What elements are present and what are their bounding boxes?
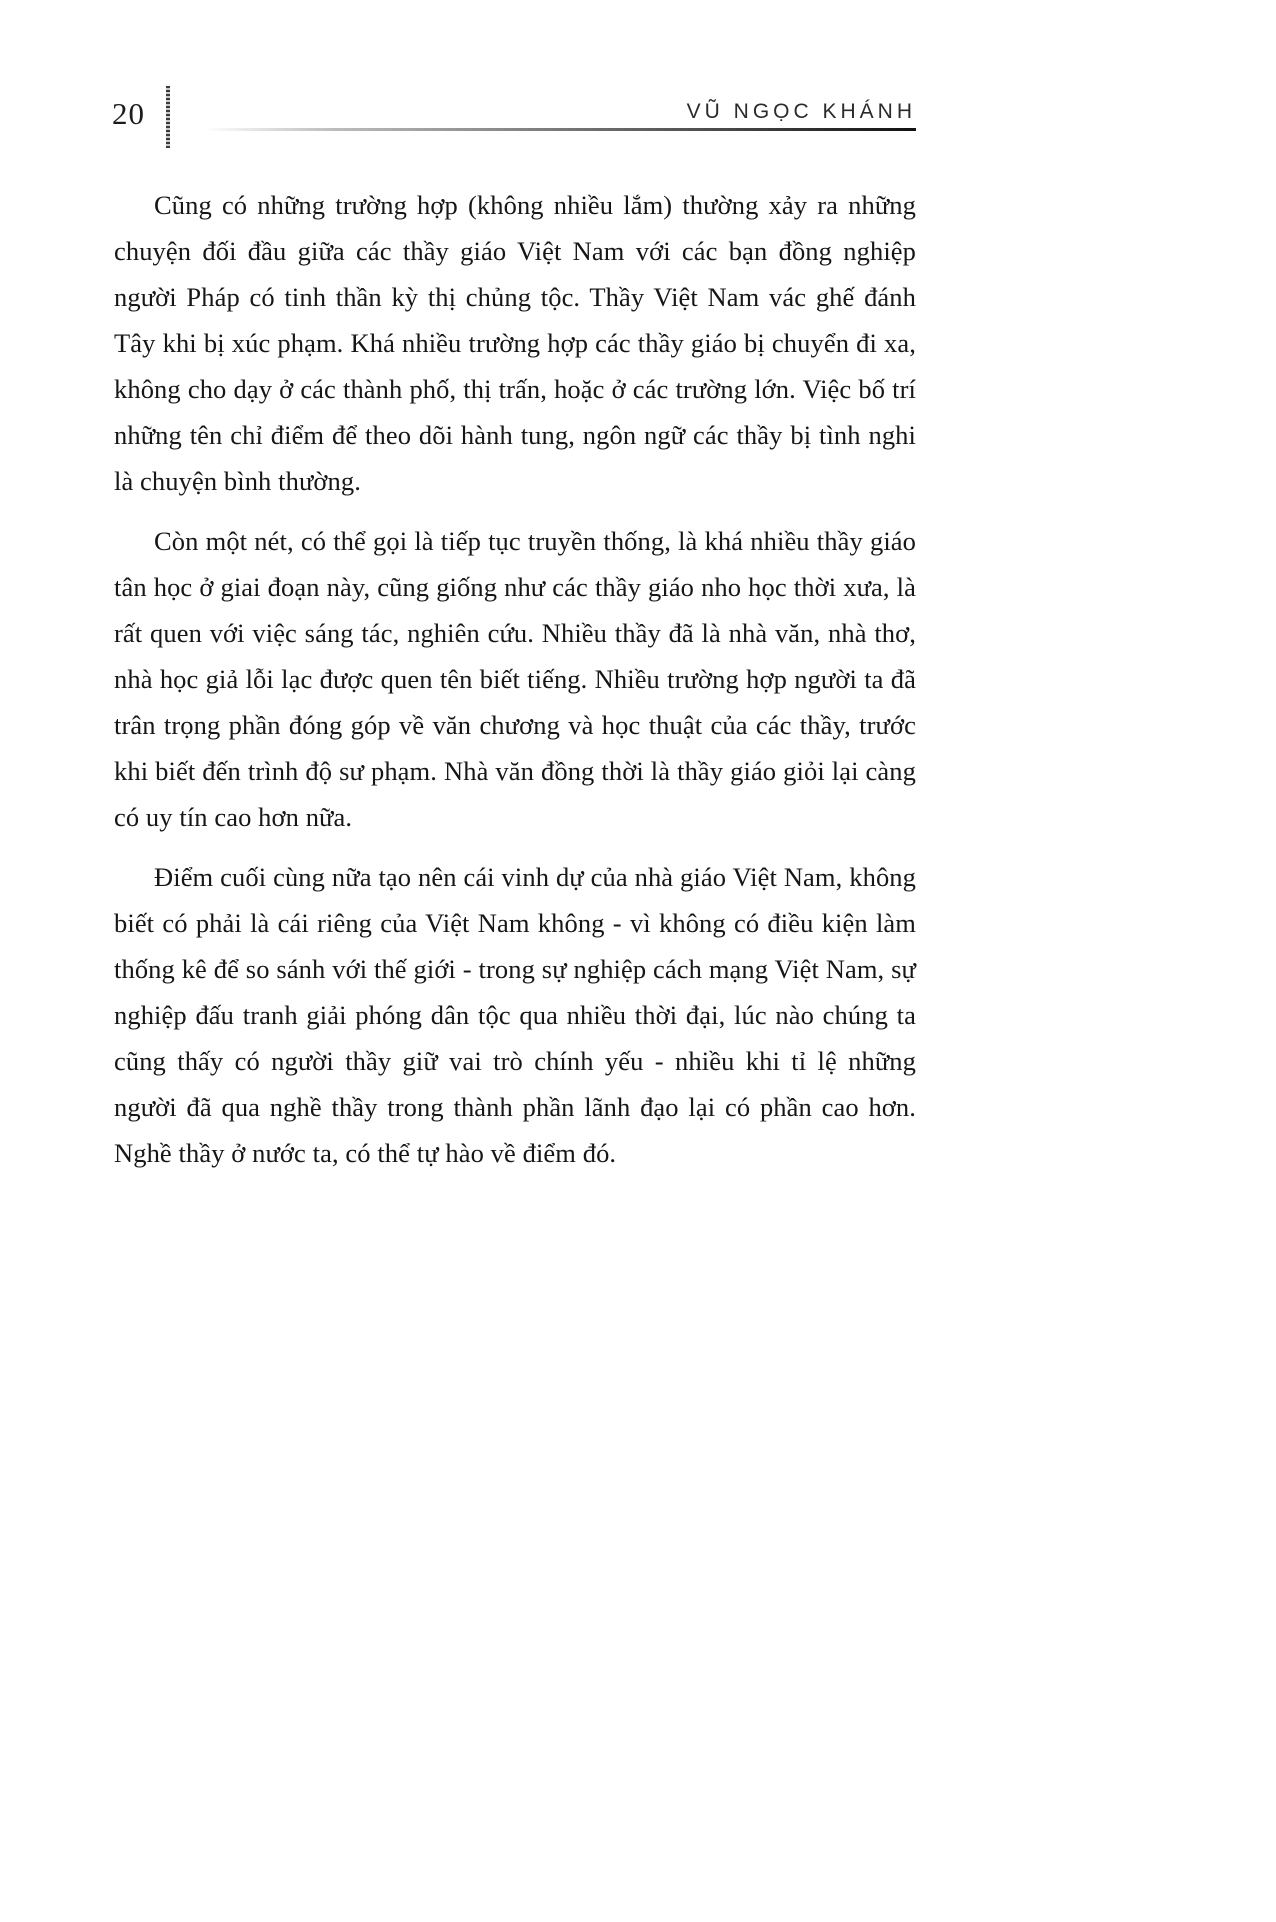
paragraph-1: Cũng có những trường hợp (không nhiều lắm) thường xảy ra những chuyện đối đầu giữa các thầy giáo Việt Nam với các bạn đồng nghiệp người Pháp có tinh thần kỳ thị chủng tộc. Thầy Việt Nam vác ghế đánh Tây khi bị xúc phạm. Khá nhiều trường hợp các thầy giáo bị chuyển đi xa, không cho dạy ở các thành phố, thị trấn, hoặc ở các trường lớn. Việc bố trí những tên chỉ điểm để theo dõi hành tung, ngôn ngữ các thầy bị tình nghi là chuyện bình thường. <box>114 190 916 496</box>
paragraph-3: Điểm cuối cùng nữa tạo nên cái vinh dự của nhà giáo Việt Nam, không biết có phải là cái riêng của Việt Nam không - vì không có điều kiện làm thống kê để so sánh với thế giới - trong sự nghiệp cách mạng Việt Nam, sự nghiệp đấu tranh giải phóng dân tộc qua nhiều thời đại, lúc nào chúng ta cũng thấy có người thầy giữ vai trò chính yếu - nhiều khi tỉ lệ những người đã qua nghề thầy trong thành phần lãnh đạo lại có phần cao hơn. Nghề thầy ở nước ta, có thể tự hào về điểm đó. <box>114 862 916 1168</box>
page-body-text <box>114 182 916 1176</box>
paragraph-2: Còn một nét, có thể gọi là tiếp tục truyền thống, là khá nhiều thầy giáo tân học ở giai đoạn này, cũng giống như các thầy giáo nho học thời xưa, là rất quen với việc sáng tác, nghiên cứu. Nhiều thầy đã là nhà văn, nhà thơ, nhà học giả lỗi lạc được quen tên biết tiếng. Nhiều trường hợp người ta đã trân trọng phần đóng góp về văn chương và học thuật của các thầy, trước khi biết đến trình độ sư phạm. Nhà văn đồng thời là thầy giáo giỏi lại càng có uy tín cao hơn nữa. <box>114 526 916 832</box>
running-head-author: VŨ NGỌC KHÁNH <box>686 100 916 123</box>
page-number: 20 <box>112 96 145 131</box>
header-ornament-bar <box>166 86 170 148</box>
header-rule <box>204 128 916 131</box>
